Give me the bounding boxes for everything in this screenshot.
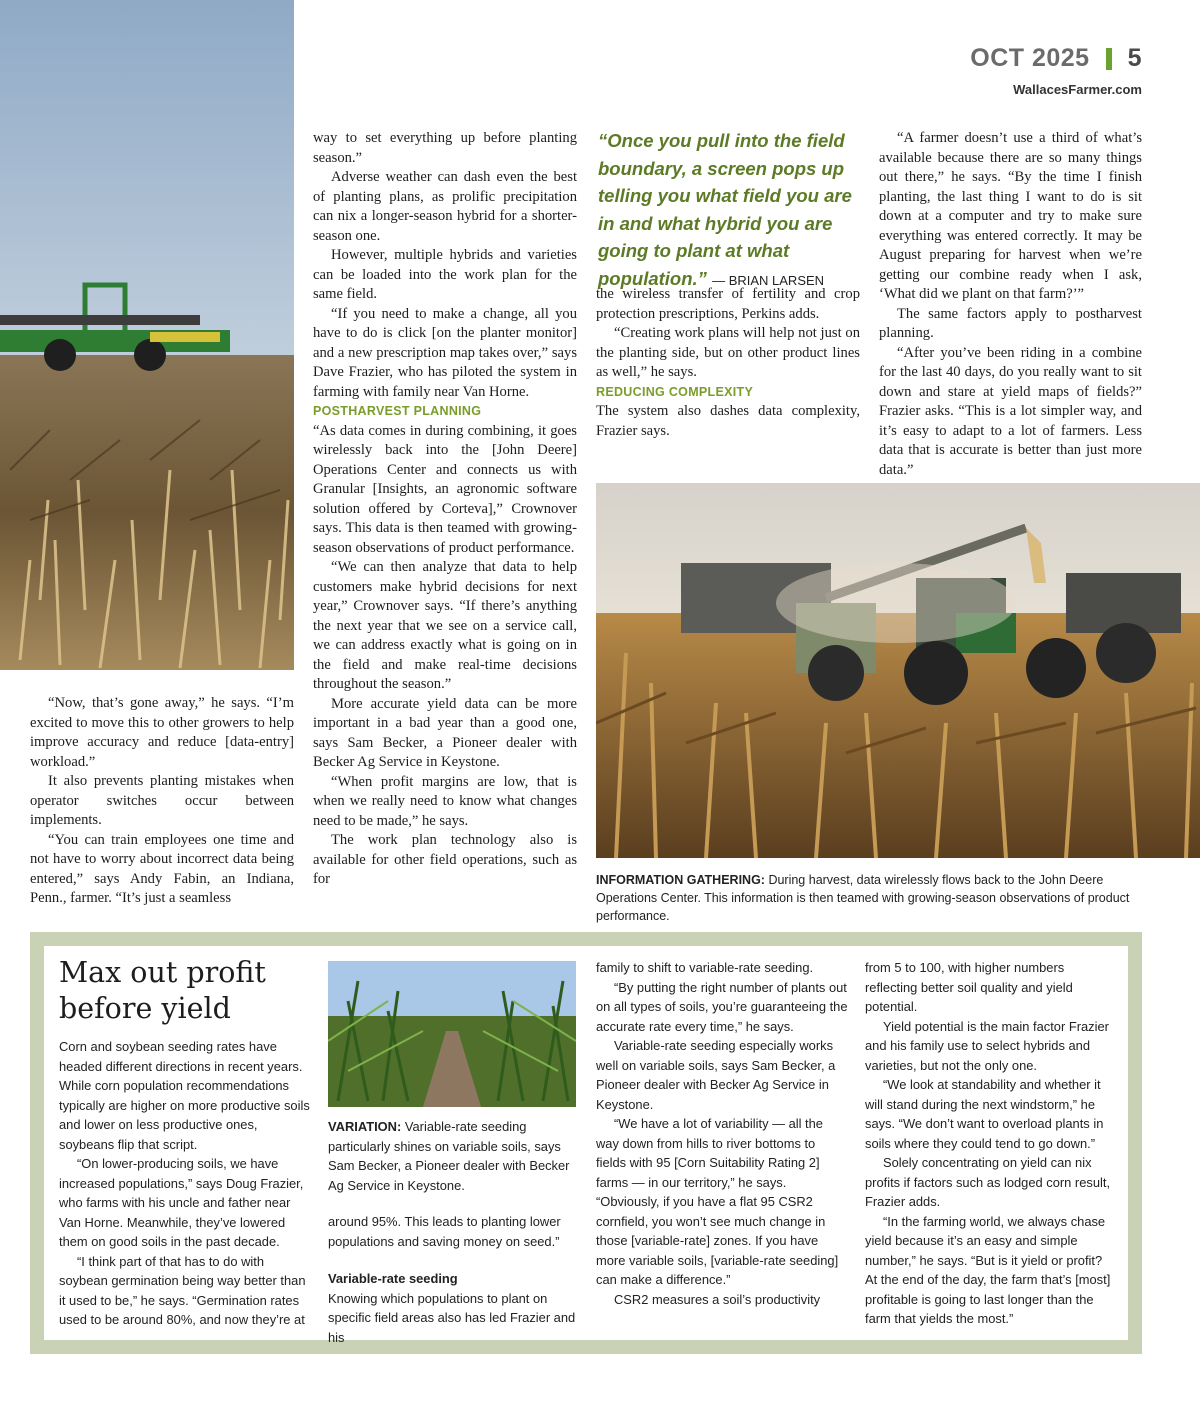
sidebar-title: Max out profit before yield	[59, 956, 266, 1025]
article-column-1	[30, 694, 294, 909]
paragraph: “After you’ve been riding in a combine for the last 40 days, do you really want to sit down and stare at yield maps of fields?” Frazier asks. “This is a lot simpler way, and it’s easy to adapt to a lot of farmers. Less data that is accurate is better than just more data.”	[879, 344, 1142, 478]
paragraph: Adverse weather can dash even the best of planting plans, as prolific precipitation can nix a longer-season hybrid for a shorter-season one.	[313, 169, 577, 244]
sidebar-subhead: Variable-rate seeding	[328, 1271, 458, 1286]
pull-quote-author: — BRIAN LARSEN	[712, 272, 825, 288]
combine-unloading-photo	[596, 483, 1200, 858]
paragraph: However, multiple hybrids and varieties can be loaded into the work plan for the same field.	[313, 247, 577, 302]
corn-rows-photo	[328, 961, 576, 1107]
photo-caption	[596, 871, 1156, 925]
sidebar-column-1	[59, 1037, 311, 1330]
paragraph: The system also dashes data complexity, Frazier says.	[596, 403, 860, 439]
paragraph: “In the farming world, we always chase yield because it’s an easy and simple number,” he says. “But is it yield or profit? At the end of the day, the farm that’s [most] profitable is going to last longer than the farm that yields the most.”	[865, 1213, 1111, 1326]
section-subhead: POSTHARVEST PLANNING	[313, 404, 482, 418]
paragraph: “A farmer doesn’t use a third of what’s available because there are so many things out there,” he says. “By the time I finish planting, the last thing I want to do is sit down at a computer and try to make sure everything was entered correctly. It may be August preparing for harvest when we’re getting our combine ready when I ask, ‘What did we plant on that farm?’”	[879, 130, 1142, 302]
paragraph: “You can train employees one time and not have to worry about incorrect data being entered,” says Andy Fabin, an Indiana, Penn., farmer. “It’s just a seamless	[30, 831, 294, 906]
paragraph: “I think part of that has to do with soybean germination being way better than it used to be,” he says. “Germination rates used to be around 80%, and now they’re at	[59, 1253, 306, 1327]
paragraph: The same factors apply to postharvest planning.	[879, 305, 1142, 341]
pull-quote-text: “Once you pull into the field boundary, a screen pops up telling you what field you are in and what hybrid you are going to plant at what population.”	[598, 130, 852, 289]
paragraph: “When profit margins are low, that is when we really need to know what changes need to be made,” he says.	[313, 773, 577, 829]
planter-in-stubble-photo	[0, 0, 294, 670]
article-column-3	[596, 285, 860, 441]
paragraph: “If you need to make a change, all you have to do is click [on the planter monitor] and a new prescription map takes over,” says Dave Frazier, who has piloted the system in farming with family near Van Horne.	[313, 305, 577, 400]
issue-date: OCT 2025	[970, 44, 1090, 72]
paragraph: Corn and soybean seeding rates have headed different directions in recent years. While corn population recommendations typically are higher on more productive soils and lower on less productive ones, soybeans flip that script.	[59, 1039, 310, 1152]
sidebar-column-4	[865, 958, 1117, 1329]
paragraph: “Now, that’s gone away,” he says. “I’m excited to move this to other growers to help improve accuracy and reduce [data-entry] workload.”	[30, 695, 294, 770]
header-divider	[1106, 48, 1112, 70]
paragraph: CSR2 measures a soil’s productivity	[614, 1291, 821, 1307]
paragraph: the wireless transfer of fertility and crop protection prescriptions, Perkins adds.	[596, 286, 860, 322]
paragraph: from 5 to 100, with higher numbers reflecting better soil quality and yield potential.	[865, 960, 1073, 1014]
paragraph: Yield potential is the main factor Frazier and his family use to select hybrids and varieties, but not the only one.	[865, 1018, 1109, 1073]
paragraph: “We can then analyze that data to help customers make hybrid decisions for next year,” Crownover says. “If there’s anything the next year that we see on a service call, we can address exactly what is going on in the field and make real-time decisions throughout the season.”	[313, 559, 577, 692]
page-number: 5	[1127, 44, 1142, 72]
paragraph: Solely concentrating on yield can nix profits if factors such as lodged corn result, Frazier adds.	[865, 1155, 1111, 1209]
section-subhead: REDUCING COMPLEXITY	[596, 384, 754, 399]
caption-label: INFORMATION GATHERING:	[596, 873, 765, 887]
article-column-2	[313, 129, 577, 890]
pull-quote	[598, 127, 862, 294]
paragraph: “As data comes in during combining, it goes wirelessly back into the [John Deere] Operations Center and connects us with Granular [Insights, an agronomic software solution offered by Corteva],” Crownover says. This data is then teamed with growing-season observations of product performance.	[313, 422, 577, 556]
caption-text: Variable-rate seeding particularly shines on variable soils, says Sam Becker, a Pioneer dealer with Becker Ag Service in Keystone.	[328, 1119, 570, 1193]
paragraph: “We have a lot of variability — all the way down from hills to river bottoms to fields with 95 [Corn Suitability Rating 2] farms — in our territory,” he says. “Obviously, if you have a flat 95 CSR2 cornfield, you won’t see much change in those [variable-rate] zones. If you have more variable soils, [variable-rate seeding] can make a difference.”	[596, 1116, 839, 1287]
paragraph: “By putting the right number of plants out on all types of soils, you’re guaranteeing the accurate rate every time,” he says.	[596, 979, 848, 1034]
sidebar-photo-caption	[328, 1117, 580, 1195]
paragraph: family to shift to variable-rate seeding.	[596, 960, 814, 975]
paragraph: “Creating work plans will help not just on the planting side, but on other product lines as well,” he says.	[596, 325, 860, 380]
article-column-4	[879, 129, 1142, 480]
sidebar-column-3	[596, 958, 848, 1309]
paragraph: Knowing which populations to plant on specific field areas also has led Frazier and his	[328, 1290, 576, 1345]
caption-label: VARIATION:	[328, 1119, 402, 1134]
paragraph: The work plan technology also is available for other field operations, such as for	[313, 832, 577, 887]
issue-header	[970, 44, 1142, 73]
paragraph: way to set everything up before planting season.”	[313, 130, 577, 166]
paragraph: Variable-rate seeding especially works well on variable soils, says Sam Becker, a Pioneer dealer with Becker Ag Service in Keystone.	[596, 1038, 836, 1112]
paragraph: “We look at standability and whether it will stand during the next windstorm,” he says. “We don’t want to overload plants in soils where they could tend to go down.”	[865, 1077, 1104, 1151]
paragraph: It also prevents planting mistakes when operator switches occur between implements.	[30, 773, 294, 828]
paragraph: “On lower-producing soils, we have increased populations,” says Doug Frazier, who farms with his uncle and father near Van Horne. Meanwhile, they’ve lowered them on good soils in the past decade.	[59, 1156, 304, 1249]
website-link[interactable]: WallacesFarmer.com	[1013, 82, 1142, 97]
paragraph: More accurate yield data can be more important in a bad year than a good one, says Sam Becker, a Pioneer dealer with Becker Ag Service in Keystone.	[313, 695, 577, 770]
paragraph: around 95%. This leads to planting lower populations and saving money on seed.”	[328, 1214, 561, 1249]
sidebar-column-2	[328, 1212, 580, 1347]
caption-text: During harvest, data wirelessly flows back to the John Deere Operations Center. This information is then teamed with growing-season observations of product performance.	[596, 873, 1130, 923]
